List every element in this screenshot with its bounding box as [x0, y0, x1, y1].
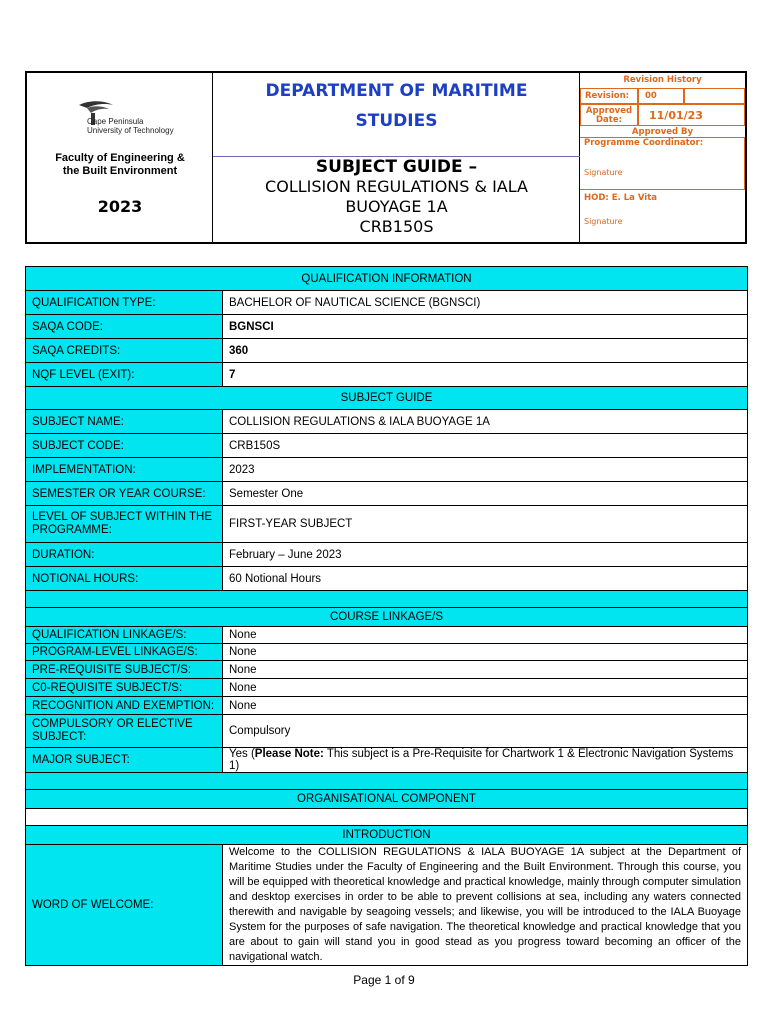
table-row	[26, 363, 748, 387]
row-label: LEVEL OF SUBJECT WITHIN THE PROGRAMME:	[26, 506, 223, 543]
page-number: Page 1 of 9	[353, 973, 415, 987]
table-row	[26, 627, 748, 644]
row-label: DURATION:	[26, 543, 223, 567]
subject-info-table	[25, 266, 748, 966]
table-row	[26, 679, 748, 697]
table-row	[26, 339, 748, 363]
table-row	[26, 543, 748, 567]
major-subject-label: MAJOR SUBJECT:	[26, 748, 223, 773]
row-label: PRE-REQUISITE SUBJECT/S:	[26, 661, 223, 679]
row-value: 360	[223, 339, 748, 363]
row-label: NOTIONAL HOURS:	[26, 567, 223, 591]
approved-by-label: Approved By	[631, 127, 694, 137]
row-value: None	[223, 661, 748, 679]
table-row	[26, 697, 748, 715]
row-value: None	[223, 679, 748, 697]
revision-value: 00	[638, 88, 684, 104]
qualification-info-header: QUALIFICATION INFORMATION	[26, 267, 748, 291]
row-value: 7	[223, 363, 748, 387]
row-value: BGNSCI	[223, 315, 748, 339]
row-label: SUBJECT CODE:	[26, 434, 223, 458]
course-linkage-header: COURSE LINKAGE/S	[26, 608, 748, 627]
introduction-header: INTRODUCTION	[26, 826, 748, 845]
organisational-component-header: ORGANISATIONAL COMPONENT	[26, 790, 748, 809]
spacer-row	[26, 591, 748, 608]
subject-guide-title: SUBJECT GUIDE – COLLISION REGULATIONS & IALA BUOYAGE 1A CRB150S	[265, 157, 528, 236]
faculty-name: Faculty of Engineering & the Built Environment	[55, 152, 185, 177]
welcome-label: WORD OF WELCOME:	[26, 845, 223, 966]
table-row	[26, 661, 748, 679]
table-row	[26, 410, 748, 434]
row-label: SUBJECT NAME:	[26, 410, 223, 434]
row-label: COMPULSORY OR ELECTIVE SUBJECT:	[26, 715, 223, 748]
welcome-text: Welcome to the COLLISION REGULATIONS & IALA BUOYAGE 1A subject at the Department of Maritime Studies under the Faculty of Engineering and the Built Environment. Through this course, you will be equipped with theoretical knowledge and practical knowledge, mainly through computer simulation and desktop exercises in order to be able to prevent collisions at sea, including any waters connected therewith and navigable by seagoing vessels; and likewise, you will be introduced to the IALA Buoyage System for the purposes of safe navigation. The theoretical knowledge and practical knowledge that you are about to gain will stand you in good stead as you progress toward becoming an officer of the navigational watch.	[223, 845, 748, 966]
table-row	[26, 434, 748, 458]
row-value: Semester One	[223, 482, 748, 506]
spacer-row	[26, 773, 748, 790]
row-label: SAQA CREDITS:	[26, 339, 223, 363]
table-row	[26, 748, 748, 773]
hod-cell	[580, 190, 745, 242]
row-value: None	[223, 697, 748, 715]
table-row	[26, 315, 748, 339]
header-left-panel	[27, 73, 213, 242]
approved-date-label: Approved Date:	[580, 104, 638, 126]
table-row	[26, 644, 748, 661]
row-value: None	[223, 627, 748, 644]
coordinator-cell	[580, 137, 745, 190]
coordinator-signature: Signature	[584, 168, 623, 177]
subject-guide-header: SUBJECT GUIDE	[26, 387, 748, 410]
row-value: February – June 2023	[223, 543, 748, 567]
row-label: PROGRAM-LEVEL LINKAGE/S:	[26, 644, 223, 661]
row-label: IMPLEMENTATION:	[26, 458, 223, 482]
row-value: BACHELOR OF NAUTICAL SCIENCE (BGNSCI)	[223, 291, 748, 315]
row-value: CRB150S	[223, 434, 748, 458]
table-row	[26, 291, 748, 315]
major-subject-value: Yes (Please Note: This subject is a Pre-Requisite for Chartwork 1 & Electronic Navigation Systems 1)	[223, 748, 748, 773]
table-row	[26, 567, 748, 591]
revision-history-panel	[580, 73, 745, 242]
row-label: C0-REQUISITE SUBJECT/S:	[26, 679, 223, 697]
row-value: 2023	[223, 458, 748, 482]
table-row	[26, 845, 748, 966]
document-header	[25, 71, 747, 244]
approved-date-value: 11/01/23	[638, 104, 745, 126]
row-value: 60 Notional Hours	[223, 567, 748, 591]
row-value: None	[223, 644, 748, 661]
row-value: FIRST-YEAR SUBJECT	[223, 506, 748, 543]
hod-signature: Signature	[584, 217, 623, 226]
hod-label: HOD: E. La Vita	[584, 193, 658, 203]
row-value: COLLISION REGULATIONS & IALA BUOYAGE 1A	[223, 410, 748, 434]
row-label: SAQA CODE:	[26, 315, 223, 339]
university-name: Cape Peninsula University of Technology	[87, 117, 174, 135]
coordinator-label: Programme Coordinator:	[584, 138, 704, 148]
row-label: QUALIFICATION TYPE:	[26, 291, 223, 315]
table-row	[26, 506, 748, 543]
revision-empty-cell	[684, 88, 745, 104]
row-label: NQF LEVEL (EXIT):	[26, 363, 223, 387]
table-row	[26, 458, 748, 482]
row-label: QUALIFICATION LINKAGE/S:	[26, 627, 223, 644]
header-middle-panel	[213, 73, 580, 242]
row-label: RECOGNITION AND EXEMPTION:	[26, 697, 223, 715]
department-title: DEPARTMENT OF MARITIME STUDIES	[265, 81, 528, 131]
row-label: SEMESTER OR YEAR COURSE:	[26, 482, 223, 506]
row-value: Compulsory	[223, 715, 748, 748]
table-row	[26, 482, 748, 506]
header-year: 2023	[97, 197, 143, 216]
revision-history-label: Revision History	[623, 75, 702, 85]
table-row	[26, 715, 748, 748]
blank-row	[26, 809, 748, 826]
revision-label: Revision:	[580, 88, 638, 104]
